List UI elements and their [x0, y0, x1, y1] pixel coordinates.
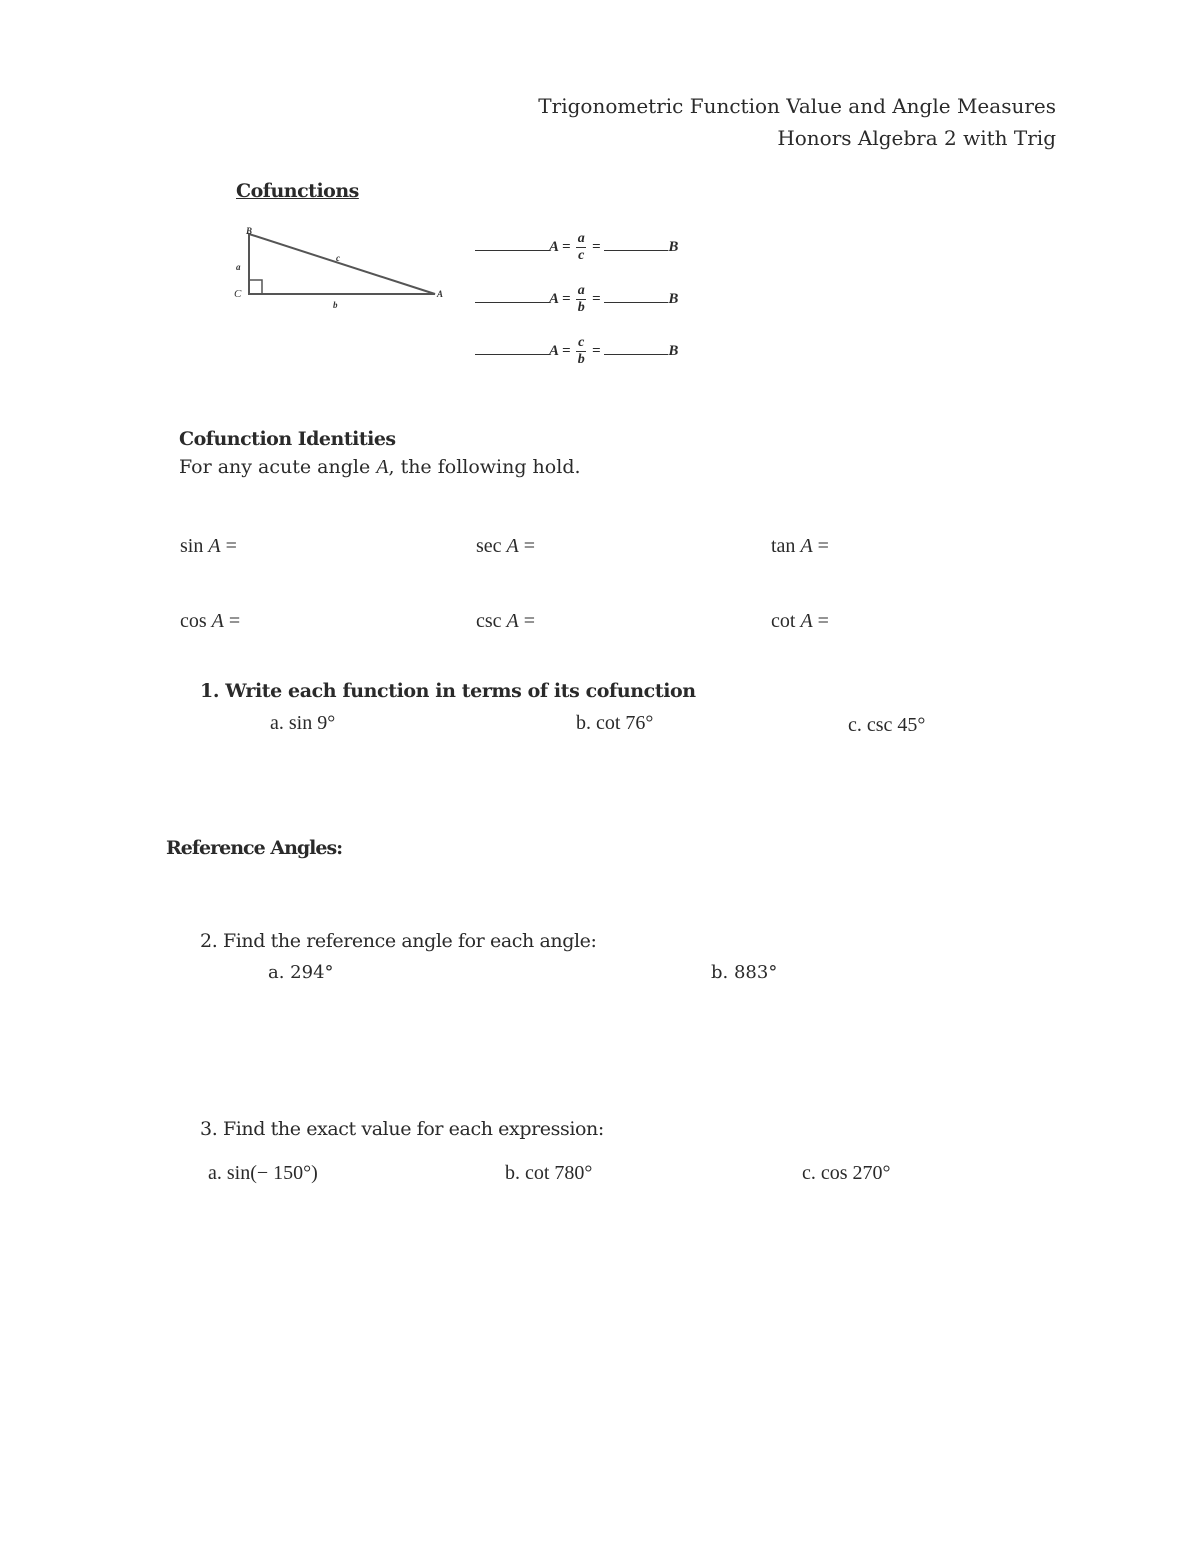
- right-triangle-diagram: [225, 222, 455, 312]
- cofunction-row-2: A = $\frac{a}{b}$ = B: [475, 284, 678, 315]
- side-b-label: b: [333, 300, 338, 310]
- question-3c: c. cos 270°: [802, 1162, 891, 1184]
- cofunction-blank-right: [604, 236, 668, 251]
- identities-title: Cofunction Identities: [179, 428, 396, 450]
- angle-b: B: [668, 290, 679, 307]
- variable-a: A: [376, 456, 389, 478]
- cofunction-row-3: A = $\frac{c}{b}$ = B: [475, 336, 678, 367]
- question-2-prompt: 2. Find the reference angle for each angle:: [200, 930, 597, 952]
- question-1c: c. csc 45°: [848, 714, 926, 736]
- vertex-a-label: A: [437, 289, 444, 299]
- identities-intro: For any acute angle A, the following hold.: [179, 456, 581, 478]
- side-c-label: c: [336, 253, 340, 263]
- question-3-prompt: 3. Find the exact value for each expression:: [200, 1118, 604, 1140]
- fraction-c-over-b: $\frac{c}{b}$: [577, 335, 585, 367]
- question-1-prompt: 1. Write each function in terms of its cofunction: [200, 680, 696, 702]
- fraction-a-over-b: $\frac{a}{b}$: [577, 283, 585, 315]
- vertex-c-label: C: [234, 288, 242, 300]
- side-a-label: a: [236, 262, 241, 272]
- identity-sec: sec A =: [476, 535, 536, 557]
- question-3a: a. sin(− 150°): [208, 1162, 318, 1184]
- cofunction-blank-left: [475, 340, 549, 355]
- angle-a: A: [549, 342, 559, 359]
- identity-cot: cot A =: [771, 610, 829, 632]
- fraction-a-over-c: $\frac{a}{c}$: [577, 231, 585, 263]
- identity-csc: csc A =: [476, 610, 536, 632]
- angle-b: B: [668, 342, 679, 359]
- reference-angles-title: Reference Angles:: [166, 837, 343, 859]
- vertex-b-label: B: [246, 226, 253, 236]
- question-2b: b. 883°: [711, 962, 778, 983]
- course-name: Honors Algebra 2 with Trig: [777, 126, 1056, 150]
- cofunction-blank-right: [604, 340, 668, 355]
- cofunction-row-1: A = $\frac{a}{c}$ = B: [475, 232, 678, 263]
- question-1a: a. sin 9°: [270, 712, 336, 734]
- angle-a: A: [549, 238, 559, 255]
- question-2a: a. 294°: [268, 962, 334, 983]
- identity-cos: cos A =: [180, 610, 241, 632]
- cofunction-blank-right: [604, 288, 668, 303]
- identity-tan: tan A =: [771, 535, 829, 557]
- angle-b: B: [668, 238, 679, 255]
- cofunctions-title: Cofunctions: [236, 180, 359, 202]
- angle-a: A: [549, 290, 559, 307]
- document-title: Trigonometric Function Value and Angle Measures: [538, 94, 1056, 118]
- cofunction-blank-left: [475, 236, 549, 251]
- cofunction-blank-left: [475, 288, 549, 303]
- identity-sin: sin A =: [180, 535, 237, 557]
- question-3b: b. cot 780°: [505, 1162, 593, 1184]
- question-1b: b. cot 76°: [576, 712, 654, 734]
